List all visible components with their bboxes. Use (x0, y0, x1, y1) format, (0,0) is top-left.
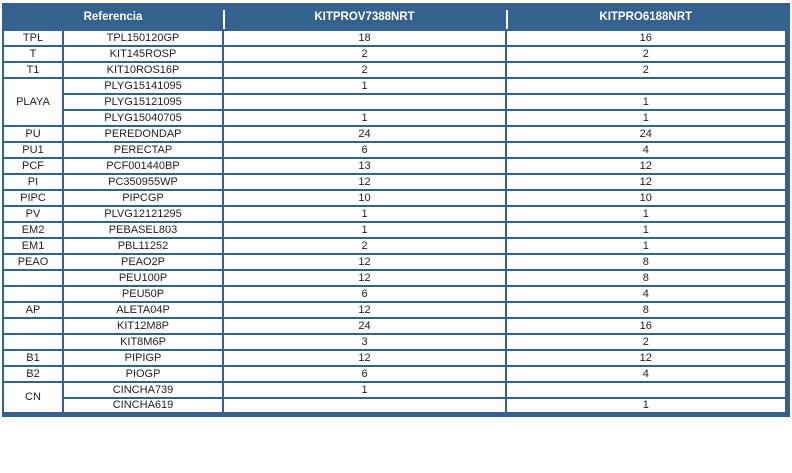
group-code-cell: PLAYA (3, 78, 63, 126)
table-row (3, 110, 787, 126)
reference-cell: PEREDONDAP (63, 126, 223, 142)
table-row (3, 78, 787, 94)
quantity-kitprov7388nrt-cell: 24 (223, 318, 506, 334)
reference-cell: PEAO2P (63, 254, 223, 270)
table-row (3, 158, 787, 174)
quantity-kitpro6188nrt-cell: 4 (506, 286, 787, 302)
quantity-kitprov7388nrt-cell (223, 94, 506, 110)
table-row (3, 366, 787, 382)
header-kitpro6188nrt: KITPRO6188NRT (506, 4, 787, 30)
quantity-kitpro6188nrt-cell: 1 (506, 110, 787, 126)
table-row (3, 62, 787, 78)
reference-cell: CINCHA619 (63, 398, 223, 414)
group-code-cell (3, 270, 63, 286)
quantity-kitpro6188nrt-cell: 10 (506, 190, 787, 206)
table-row (3, 126, 787, 142)
group-code-cell: EM2 (3, 222, 63, 238)
reference-cell: TPL150120GP (63, 30, 223, 46)
quantity-kitprov7388nrt-cell: 12 (223, 350, 506, 366)
reference-cell: PLYG15040705 (63, 110, 223, 126)
quantity-kitpro6188nrt-cell: 1 (506, 222, 787, 238)
reference-cell: PIPCGP (63, 190, 223, 206)
quantity-kitpro6188nrt-cell: 2 (506, 46, 787, 62)
table-row (3, 350, 787, 366)
quantity-kitprov7388nrt-cell: 3 (223, 334, 506, 350)
group-code-cell: T1 (3, 62, 63, 78)
group-code-cell: PI (3, 174, 63, 190)
table-row (3, 398, 787, 414)
table-header (3, 4, 787, 30)
group-code-cell: EM1 (3, 238, 63, 254)
reference-cell: PEBASEL803 (63, 222, 223, 238)
quantity-kitprov7388nrt-cell: 12 (223, 270, 506, 286)
quantity-kitpro6188nrt-cell: 1 (506, 94, 787, 110)
quantity-kitpro6188nrt-cell: 24 (506, 126, 787, 142)
reference-cell: PERECTAP (63, 142, 223, 158)
table-row (3, 46, 787, 62)
group-code-cell: T (3, 46, 63, 62)
quantity-kitpro6188nrt-cell: 1 (506, 206, 787, 222)
group-code-cell: PCF (3, 158, 63, 174)
table-row (3, 142, 787, 158)
reference-cell: PC350955WP (63, 174, 223, 190)
header-row (3, 4, 787, 30)
group-code-cell: B2 (3, 366, 63, 382)
quantity-kitprov7388nrt-cell: 12 (223, 174, 506, 190)
group-code-cell (3, 334, 63, 350)
table-row (3, 222, 787, 238)
reference-cell: ALETA04P (63, 302, 223, 318)
reference-cell: CINCHA739 (63, 382, 223, 398)
quantity-kitpro6188nrt-cell: 4 (506, 366, 787, 382)
reference-cell: KIT8M6P (63, 334, 223, 350)
quantity-kitprov7388nrt-cell: 1 (223, 110, 506, 126)
quantity-kitpro6188nrt-cell: 12 (506, 174, 787, 190)
table-row (3, 206, 787, 222)
quantity-kitprov7388nrt-cell (223, 398, 506, 414)
quantity-kitprov7388nrt-cell: 1 (223, 78, 506, 94)
quantity-kitpro6188nrt-cell: 1 (506, 398, 787, 414)
reference-cell: PLYG15141095 (63, 78, 223, 94)
reference-cell: KIT145ROSP (63, 46, 223, 62)
reference-cell: KIT10ROS16P (63, 62, 223, 78)
group-code-cell: PU (3, 126, 63, 142)
quantity-kitprov7388nrt-cell: 12 (223, 254, 506, 270)
quantity-kitprov7388nrt-cell: 10 (223, 190, 506, 206)
table-row (3, 190, 787, 206)
quantity-kitprov7388nrt-cell: 2 (223, 62, 506, 78)
table-row (3, 174, 787, 190)
quantity-kitpro6188nrt-cell: 12 (506, 350, 787, 366)
reference-cell: PIPIGP (63, 350, 223, 366)
quantity-kitpro6188nrt-cell: 8 (506, 254, 787, 270)
table-row (3, 382, 787, 398)
table-row (3, 334, 787, 350)
quantity-kitprov7388nrt-cell: 13 (223, 158, 506, 174)
quantity-kitpro6188nrt-cell: 2 (506, 334, 787, 350)
quantity-kitprov7388nrt-cell: 1 (223, 382, 506, 398)
quantity-kitpro6188nrt-cell (506, 382, 787, 398)
table-row (3, 318, 787, 334)
group-code-cell: PU1 (3, 142, 63, 158)
reference-cell: PIOGP (63, 366, 223, 382)
quantity-kitprov7388nrt-cell: 6 (223, 286, 506, 302)
group-code-cell: B1 (3, 350, 63, 366)
group-code-cell (3, 286, 63, 302)
reference-cell: PLYG15121095 (63, 94, 223, 110)
quantity-kitpro6188nrt-cell: 16 (506, 30, 787, 46)
quantity-kitpro6188nrt-cell: 4 (506, 142, 787, 158)
group-code-cell: PEAO (3, 254, 63, 270)
header-kitprov7388nrt: KITPROV7388NRT (223, 4, 506, 30)
table-row (3, 286, 787, 302)
quantity-kitpro6188nrt-cell: 2 (506, 62, 787, 78)
table-row (3, 238, 787, 254)
quantity-kitpro6188nrt-cell: 16 (506, 318, 787, 334)
quantity-kitprov7388nrt-cell: 1 (223, 206, 506, 222)
quantity-kitprov7388nrt-cell: 2 (223, 46, 506, 62)
quantity-kitpro6188nrt-cell: 12 (506, 158, 787, 174)
quantity-kitprov7388nrt-cell: 2 (223, 238, 506, 254)
group-code-cell: TPL (3, 30, 63, 46)
group-code-cell: CN (3, 382, 63, 414)
quantity-kitpro6188nrt-cell: 8 (506, 302, 787, 318)
table-row (3, 254, 787, 270)
reference-cell: PLVG12121295 (63, 206, 223, 222)
group-code-cell (3, 318, 63, 334)
group-code-cell: AP (3, 302, 63, 318)
table-body (3, 30, 787, 414)
quantity-kitpro6188nrt-cell: 1 (506, 238, 787, 254)
quantity-kitprov7388nrt-cell: 12 (223, 302, 506, 318)
reference-cell: PEU100P (63, 270, 223, 286)
reference-cell: PEU50P (63, 286, 223, 302)
quantity-kitprov7388nrt-cell: 6 (223, 142, 506, 158)
reference-cell: KIT12M8P (63, 318, 223, 334)
kit-reference-table (2, 3, 790, 417)
quantity-kitprov7388nrt-cell: 18 (223, 30, 506, 46)
quantity-kitprov7388nrt-cell: 1 (223, 222, 506, 238)
group-code-cell: PIPC (3, 190, 63, 206)
reference-cell: PCF001440BP (63, 158, 223, 174)
quantity-kitpro6188nrt-cell (506, 78, 787, 94)
group-code-cell: PV (3, 206, 63, 222)
table-row (3, 30, 787, 46)
quantity-kitpro6188nrt-cell: 8 (506, 270, 787, 286)
table-row (3, 270, 787, 286)
header-referencia: Referencia (3, 4, 223, 30)
table-row (3, 302, 787, 318)
quantity-kitprov7388nrt-cell: 6 (223, 366, 506, 382)
quantity-kitprov7388nrt-cell: 24 (223, 126, 506, 142)
table-row (3, 94, 787, 110)
reference-cell: PBL11252 (63, 238, 223, 254)
